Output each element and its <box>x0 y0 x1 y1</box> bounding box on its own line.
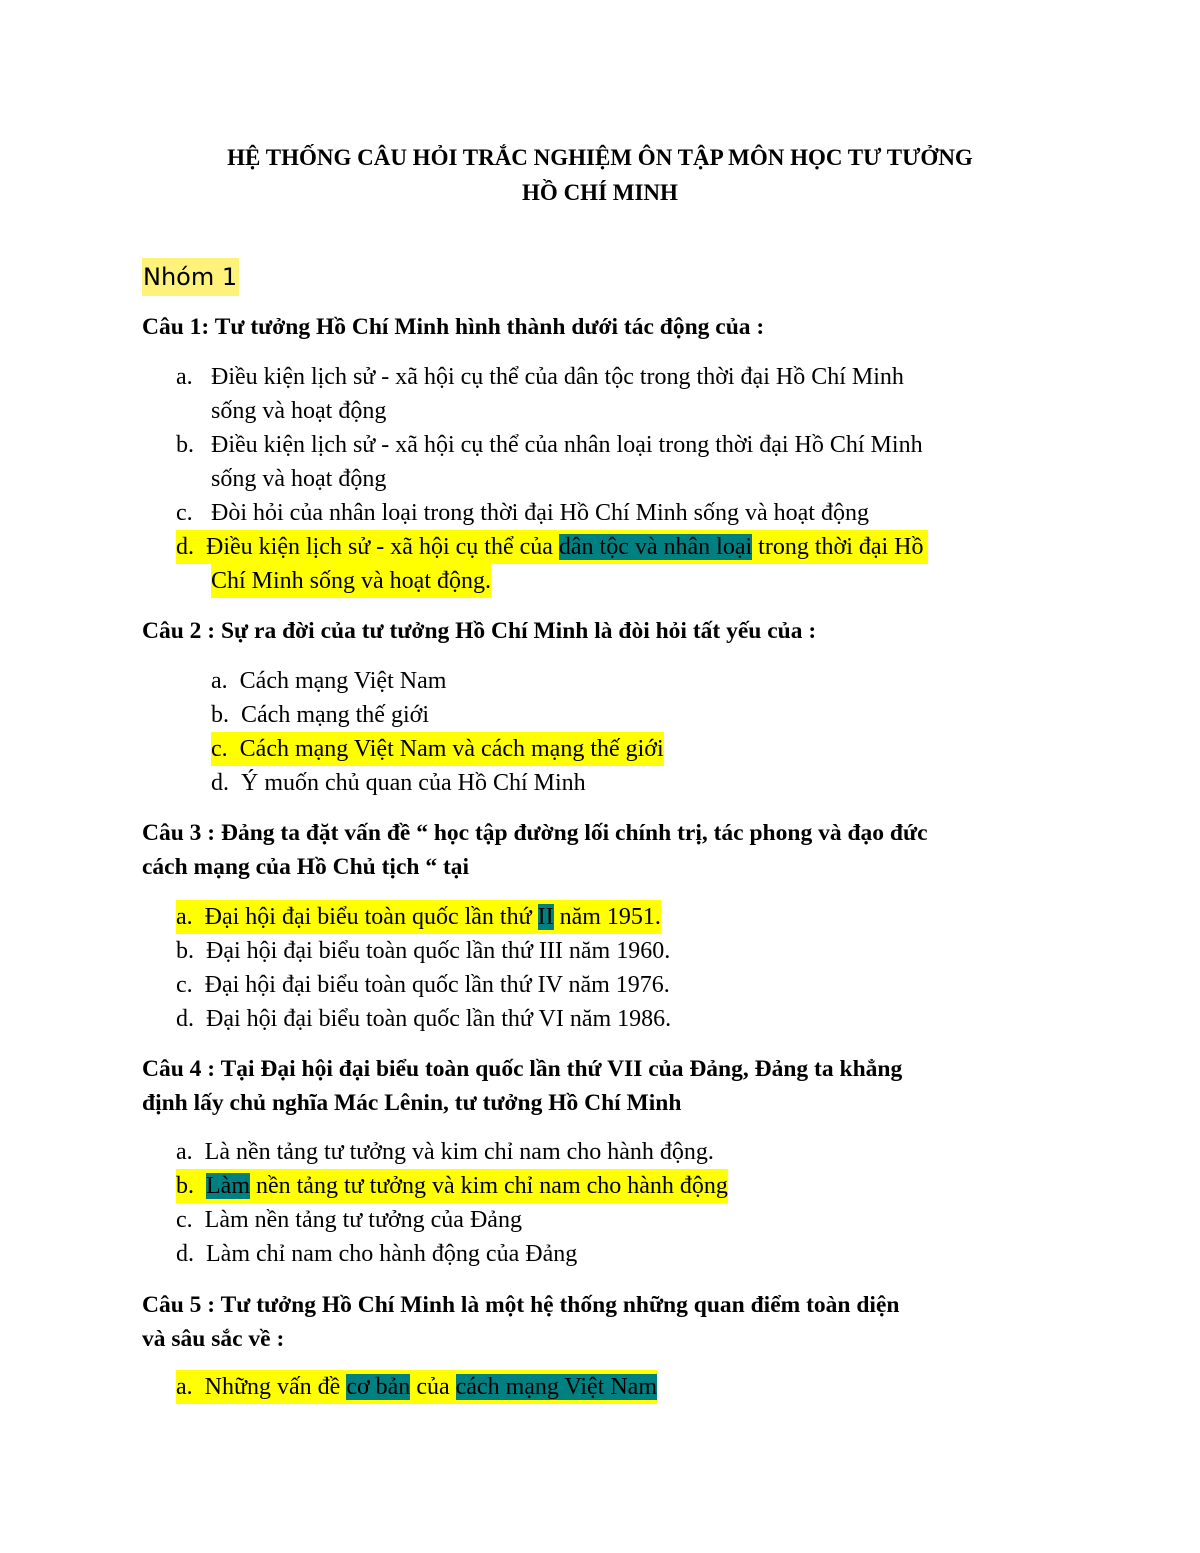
option-label: b. <box>176 432 194 458</box>
teal-highlight: cơ bản <box>346 1374 411 1400</box>
option-text: Làm nền tảng tư tưởng của Đảng <box>204 1207 522 1233</box>
question-4-line-1: Câu 4 : Tại Đại hội đại biểu toàn quốc lần thứ VII của Đảng, Đảng ta khẳng <box>142 1056 903 1082</box>
question-5-line-2: và sâu sắc về : <box>142 1326 285 1352</box>
document-title-line-1: HỆ THỐNG CÂU HỎI TRẮC NGHIỆM ÔN TẬP MÔN HỌC TƯ TƯỞNG <box>227 145 973 170</box>
teal-highlight: cách mạng Việt Nam <box>455 1374 657 1400</box>
q3-option-c <box>176 968 670 1002</box>
q3-option-b <box>176 934 670 968</box>
option-text: Là nền tảng tư tưởng và kim chỉ nam cho hành động. <box>204 1139 714 1165</box>
document-title-line-2: HỒ CHÍ MINH <box>522 180 678 205</box>
option-label: d. <box>176 534 194 560</box>
option-label: d. <box>176 1241 194 1267</box>
option-text-post: nền tảng tư tưởng và kim chỉ nam cho hành động <box>249 1173 728 1199</box>
q1-option-b-text-cont: sống và hoạt động <box>211 466 387 492</box>
option-label: a. <box>211 668 228 694</box>
teal-highlight: dân tộc và nhân loại <box>558 534 753 560</box>
option-text-pre: Đại hội đại biểu toàn quốc lần thứ <box>204 904 538 930</box>
q3-option-d <box>176 1002 671 1036</box>
option-text-mid: của <box>410 1374 456 1400</box>
option-text: Đại hội đại biểu toàn quốc lần thứ VI năm 1986. <box>206 1006 672 1032</box>
option-label: b. <box>176 1173 194 1199</box>
q1-option-a-text-cont: sống và hoạt động <box>211 398 387 424</box>
group-label: Nhóm 1 <box>142 258 239 296</box>
q4-option-d <box>176 1237 577 1271</box>
question-3-line-1: Câu 3 : Đảng ta đặt vấn đề “ học tập đường lối chính trị, tác phong và đạo đức <box>142 820 928 846</box>
teal-highlight: II <box>537 904 554 930</box>
q5-option-a-answer <box>176 1370 657 1404</box>
q1-option-b-text: Điều kiện lịch sử - xã hội cụ thể của nhân loại trong thời đại Hồ Chí Minh <box>211 432 923 458</box>
question-3-line-2: cách mạng của Hồ Chủ tịch “ tại <box>142 854 470 880</box>
option-label: a. <box>176 904 193 930</box>
option-text-pre: Những vấn đề <box>204 1374 347 1400</box>
option-label: a. <box>176 1374 193 1400</box>
q2-option-b <box>211 698 429 732</box>
q1-option-c-text: Đòi hỏi của nhân loại trong thời đại Hồ Chí Minh sống và hoạt động <box>211 500 869 526</box>
option-label: b. <box>176 938 194 964</box>
option-label: c. <box>176 1207 193 1233</box>
q2-option-a <box>211 664 446 698</box>
teal-highlight: Làm <box>206 1173 250 1199</box>
option-text-post: trong thời đại Hồ <box>752 534 924 560</box>
q2-option-d <box>211 766 586 800</box>
q1-option-d-answer <box>176 530 928 564</box>
question-5-line-1: Câu 5 : Tư tưởng Hồ Chí Minh là một hệ thống những quan điểm toàn diện <box>142 1292 900 1318</box>
option-text: Ý muốn chủ quan của Hồ Chí Minh <box>241 770 586 796</box>
question-2: Câu 2 : Sự ra đời của tư tưởng Hồ Chí Minh là đòi hỏi tất yếu của : <box>142 618 817 644</box>
option-text-post: năm 1951. <box>553 904 661 930</box>
q1-option-a-text: Điều kiện lịch sử - xã hội cụ thể của dân tộc trong thời đại Hồ Chí Minh <box>211 364 904 390</box>
q4-option-b-answer <box>176 1169 728 1203</box>
option-label: c. <box>211 736 228 762</box>
option-label: d. <box>211 770 229 796</box>
option-text: Cách mạng thế giới <box>241 702 429 728</box>
question-4-line-2: định lấy chủ nghĩa Mác Lênin, tư tưởng Hồ Chí Minh <box>142 1090 682 1116</box>
option-label: a. <box>176 1139 193 1165</box>
q2-option-c-answer <box>211 732 664 766</box>
option-label: b. <box>211 702 229 728</box>
q3-option-a-answer <box>176 900 661 934</box>
option-label: c. <box>176 500 193 526</box>
q1-option-d-text-cont: Chí Minh sống và hoạt động. <box>211 564 491 598</box>
option-text: Đại hội đại biểu toàn quốc lần thứ IV năm 1976. <box>204 972 670 998</box>
q4-option-a <box>176 1135 714 1169</box>
option-text-pre: Điều kiện lịch sử - xã hội cụ thể của <box>206 534 559 560</box>
option-text: Làm chỉ nam cho hành động của Đảng <box>206 1241 578 1267</box>
option-label: d. <box>176 1006 194 1032</box>
q4-option-c <box>176 1203 522 1237</box>
option-text: Cách mạng Việt Nam và cách mạng thế giới <box>239 736 664 762</box>
option-text: Đại hội đại biểu toàn quốc lần thứ III năm 1960. <box>206 938 671 964</box>
option-text: Cách mạng Việt Nam <box>239 668 447 694</box>
question-1: Câu 1: Tư tưởng Hồ Chí Minh hình thành dưới tác động của : <box>142 314 765 340</box>
option-label: a. <box>176 364 193 390</box>
option-label: c. <box>176 972 193 998</box>
